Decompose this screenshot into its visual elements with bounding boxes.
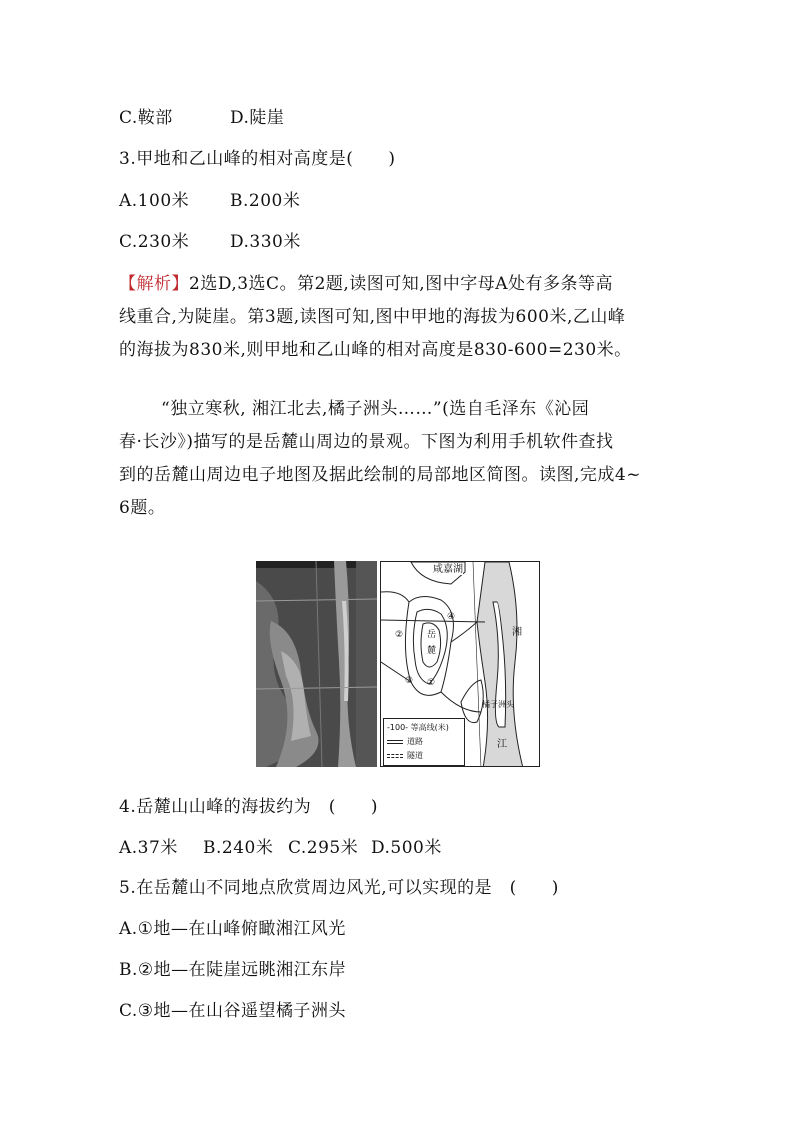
intro-block: [119, 393, 679, 525]
q3-stem: 3.甲地和乙山峰的相对高度是( ): [119, 149, 396, 169]
marker-4: ④: [447, 612, 456, 622]
legend-contour: -100- 等高线(米): [387, 723, 449, 732]
q4-stem: 4.岳麓山山峰的海拔约为 ( ): [119, 797, 378, 817]
lake-label: 咸嘉湖: [433, 564, 463, 575]
q2-options: [119, 106, 284, 130]
mountain-label-2: 麓: [427, 646, 437, 656]
intro-line-3: 到的岳麓山周边电子地图及据此绘制的局部地区简图。读图,完成4~: [119, 465, 641, 485]
marker-3: ③: [405, 676, 414, 686]
marker-2: ②: [395, 630, 404, 640]
q3-options-cd: [119, 230, 301, 254]
q4-option-b: B.240米: [203, 838, 274, 858]
map-figure: [256, 561, 540, 767]
sketch-map: [380, 561, 540, 767]
legend-road: 道路: [387, 735, 461, 749]
analysis-line-1: 【解析】2选D,3选C。第2题,读图可知,图中字母A处有多条等高: [119, 274, 613, 294]
q3-option-c: C.230米: [119, 232, 190, 252]
marker-1: ①: [427, 678, 436, 688]
q3-options-ab: [119, 189, 300, 213]
mountain-label-1: 岳: [427, 630, 437, 640]
q5-option-c: C.③地—在山谷遥望橘子洲头: [119, 1001, 347, 1021]
intro-line-1: “独立寒秋, 湘江北去,橘子洲头……”(选自毛泽东《沁园: [161, 399, 590, 419]
q3-option-a: A.100米: [119, 191, 190, 211]
analysis-line-3: 的海拔为830米,则甲地和乙山峰的相对高度是830-600=230米。: [119, 340, 632, 360]
q5-option-b: B.②地—在陡崖远眺湘江东岸: [119, 960, 347, 980]
analysis-tag: 【解析】: [119, 274, 189, 294]
satellite-map-image: [256, 561, 377, 767]
q5-stem: 5.在岳麓山不同地点欣赏周边风光,可以实现的是 ( ): [119, 878, 559, 898]
q2-option-d: D.陡崖: [230, 108, 285, 128]
analysis-line-2: 线重合,为陡崖。第3题,读图可知,图中甲地的海拔为600米,乙山峰: [119, 307, 626, 327]
q4-options: [119, 836, 442, 860]
map-legend: [383, 718, 465, 766]
q2-option-c: C.鞍部: [119, 108, 173, 128]
q3-option-b: B.200米: [230, 191, 301, 211]
river-label-1: 湘: [512, 627, 522, 638]
q4-option-c: C.295米: [288, 838, 359, 858]
island-label: 橘子洲头: [482, 700, 514, 709]
legend-tunnel: 隧道: [387, 749, 461, 763]
intro-line-4: 6题。: [119, 498, 166, 518]
q5-option-a: A.①地—在山峰俯瞰湘江风光: [119, 919, 346, 939]
river-label-2: 江: [497, 739, 507, 750]
q4-option-a: A.37米: [119, 838, 178, 858]
analysis-block: [119, 268, 679, 367]
q3-option-d: D.330米: [230, 232, 301, 252]
intro-line-2: 春·长沙》)描写的是岳麓山周边的景观。下图为利用手机软件查找: [119, 432, 614, 452]
q4-option-d: D.500米: [371, 838, 442, 858]
